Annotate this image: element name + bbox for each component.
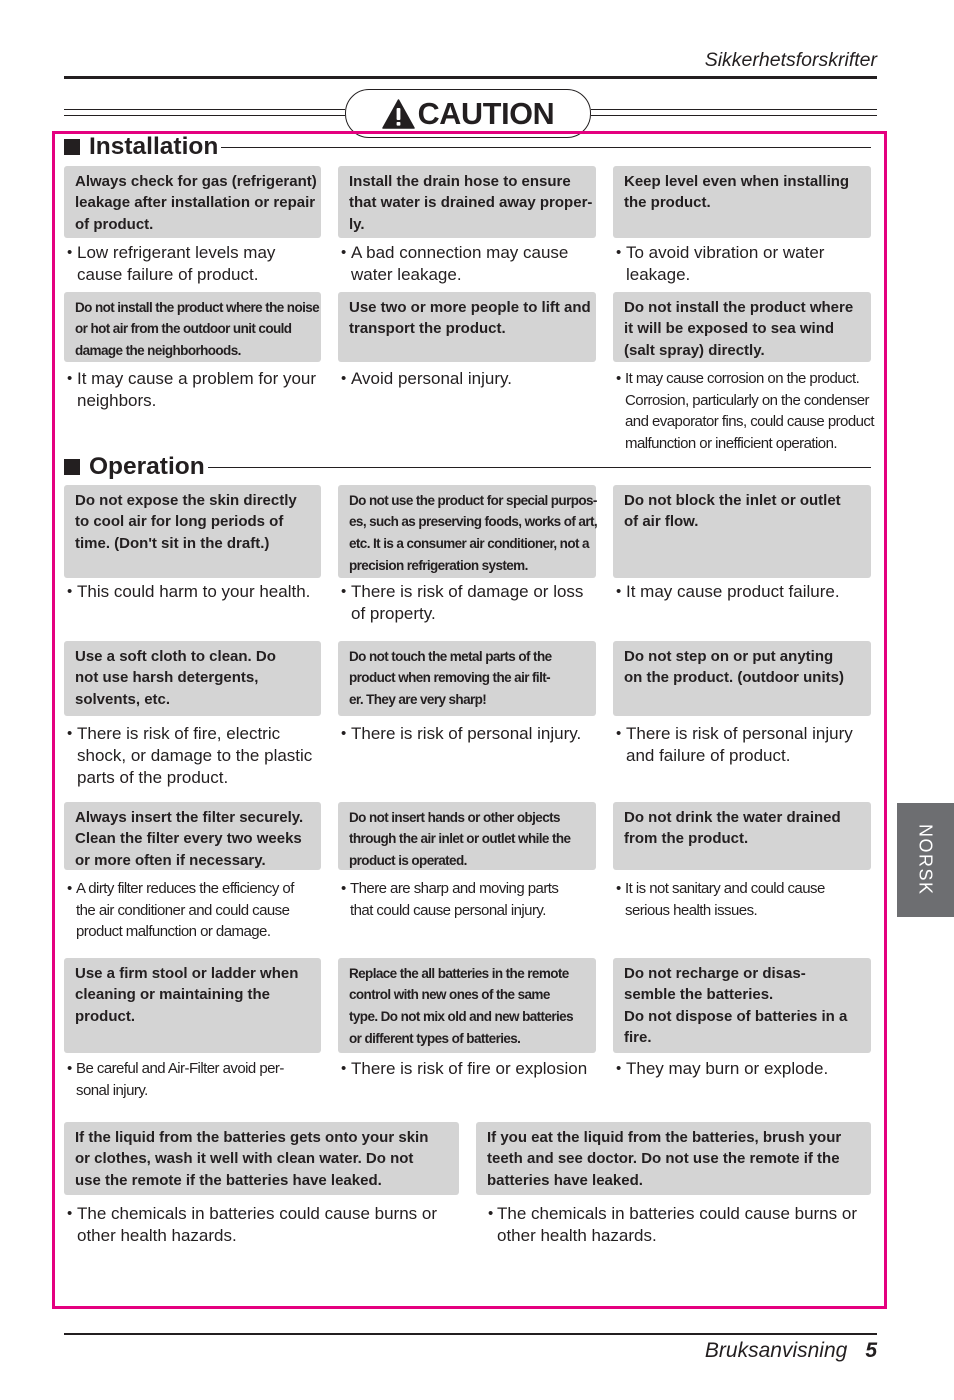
installation-heading-label: Installation [89, 133, 219, 160]
operation-item [64, 641, 321, 789]
reason-text: • The chemicals in batteries could cause burns or other health hazards. [488, 1203, 871, 1247]
operation-item [476, 1122, 871, 1247]
square-bullet-icon [64, 459, 80, 475]
reason-text: • It may cause a problem for your neighbors. [67, 368, 321, 412]
operation-item [64, 802, 321, 943]
page-number: 5 [865, 1339, 877, 1362]
installation-item [613, 292, 875, 454]
operation-item [613, 802, 871, 921]
operation-item [338, 958, 596, 1080]
operation-row [64, 1122, 871, 1245]
operation-row [64, 485, 871, 623]
caution-title: CAUTION [417, 96, 555, 131]
reason-text: • There is risk of personal injury and failure of product. [616, 723, 871, 767]
manual-title: Bruksanvisning [704, 1339, 848, 1362]
warning-text: Use two or more people to lift and transport the product. [338, 292, 596, 362]
reason-text: • Avoid personal injury. [341, 368, 596, 390]
reason-text: • There is risk of fire, electric shock, or damage to the plastic parts of the product. [67, 723, 321, 789]
warning-text: Keep level even when installing the product. [613, 166, 871, 238]
operation-item [338, 641, 596, 745]
operation-item [338, 802, 596, 921]
operation-item [64, 1122, 459, 1247]
warning-text: Do not use the product for special purpos- es, such as preserving foods, works of art, etc. It is a consumer air conditioner, not a precision refrigeration system. [338, 485, 596, 578]
operation-heading [64, 454, 871, 480]
caution-banner [345, 89, 591, 138]
warning-text: Do not install the product where the noise or hot air from the outdoor unit could damage the neighborhoods. [64, 292, 321, 362]
installation-item [64, 166, 321, 286]
section-title: Sikkerhetsforskrifter [704, 49, 877, 71]
installation-item [613, 166, 871, 286]
warning-text: Do not recharge or disas- semble the batteries. Do not dispose of batteries in a fire. [613, 958, 871, 1053]
heading-rule [208, 467, 871, 468]
warning-text: Do not step on or put anyting on the product. (outdoor units) [613, 641, 871, 716]
footer-rule [64, 1333, 877, 1335]
banner-double-line-right [591, 109, 877, 116]
operation-row [64, 802, 871, 940]
warning-triangle-icon [382, 99, 415, 129]
warning-text: Do not touch the metal parts of the product when removing the air filt- er. They are very sharp! [338, 641, 596, 716]
warning-text: Always check for gas (refrigerant) leakage after installation or repair of product. [64, 166, 321, 238]
reason-text: • It may cause product failure. [616, 581, 871, 603]
installation-item [338, 292, 596, 390]
operation-heading-label: Operation [89, 453, 205, 480]
reason-text: • There is risk of personal injury. [341, 723, 596, 745]
reason-text: • Low refrigerant levels may cause failure of product. [67, 242, 321, 286]
warning-text: If you eat the liquid from the batteries, brush your teeth and see doctor. Do not use the remote if the batteries have leaked. [476, 1122, 871, 1195]
operation-item [338, 485, 596, 625]
reason-text: • It is not sanitary and could cause serious health issues. [616, 878, 871, 921]
installation-row [64, 292, 875, 452]
warning-text: Do not block the inlet or outlet of air flow. [613, 485, 871, 578]
warning-text: Use a firm stool or ladder when cleaning or maintaining the product. [64, 958, 321, 1053]
reason-text: • They may burn or explode. [616, 1058, 871, 1080]
warning-text: Do not expose the skin directly to cool air for long periods of time. (Don't sit in the draft.) [64, 485, 321, 578]
installation-row [64, 166, 871, 284]
square-bullet-icon [64, 139, 80, 155]
reason-text: • To avoid vibration or water leakage. [616, 242, 871, 286]
operation-row [64, 641, 871, 787]
operation-item [613, 641, 871, 767]
warning-text: Use a soft cloth to clean. Do not use harsh detergents, solvents, etc. [64, 641, 321, 716]
footer [705, 1338, 877, 1364]
reason-text: • This could harm to your health. [67, 581, 321, 603]
reason-text: • There are sharp and moving parts that could cause personal injury. [341, 878, 596, 921]
operation-item [613, 485, 871, 603]
reason-text: • A bad connection may cause water leakage. [341, 242, 596, 286]
reason-text: • There is risk of fire or explosion [341, 1058, 596, 1080]
warning-text: Always insert the filter securely. Clean the filter every two weeks or more often if necessary. [64, 802, 321, 870]
heading-rule [221, 147, 871, 148]
banner-double-line-left [64, 109, 345, 116]
language-tab-label: NORSK [915, 824, 936, 896]
header-rule [64, 76, 877, 79]
installation-item [338, 166, 596, 286]
language-tab [897, 803, 954, 917]
operation-item [64, 485, 321, 603]
warning-text: Do not insert hands or other objects through the air inlet or outlet while the product is operated. [338, 802, 596, 870]
reason-text: • It may cause corrosion on the product. Corrosion, particularly on the condenser and evaporator fins, could cause product malfunction or inefficient operation. [616, 368, 871, 454]
operation-row [64, 958, 871, 1099]
reason-text: • There is risk of damage or loss of property. [341, 581, 596, 625]
warning-text: Replace the all batteries in the remote control with new ones of the same type. Do not mix old and new batteries or different types of batteries. [338, 958, 596, 1053]
operation-item [64, 958, 321, 1101]
warning-text: Do not drink the water drained from the product. [613, 802, 871, 870]
warning-text: Do not install the product where it will be exposed to sea wind (salt spray) directly. [613, 292, 871, 362]
warning-text: If the liquid from the batteries gets onto your skin or clothes, wash it well with clean water. Do not use the remote if the batteries have leaked. [64, 1122, 459, 1195]
warning-text: Install the drain hose to ensure that water is drained away proper- ly. [338, 166, 596, 238]
reason-text: • A dirty filter reduces the efficiency of the air conditioner and could cause product malfunction or damage. [67, 878, 321, 943]
installation-item [64, 292, 321, 412]
reason-text: • Be careful and Air-Filter avoid per- sonal injury. [67, 1058, 321, 1101]
reason-text: • The chemicals in batteries could cause burns or other health hazards. [67, 1203, 459, 1247]
operation-item [613, 958, 871, 1080]
